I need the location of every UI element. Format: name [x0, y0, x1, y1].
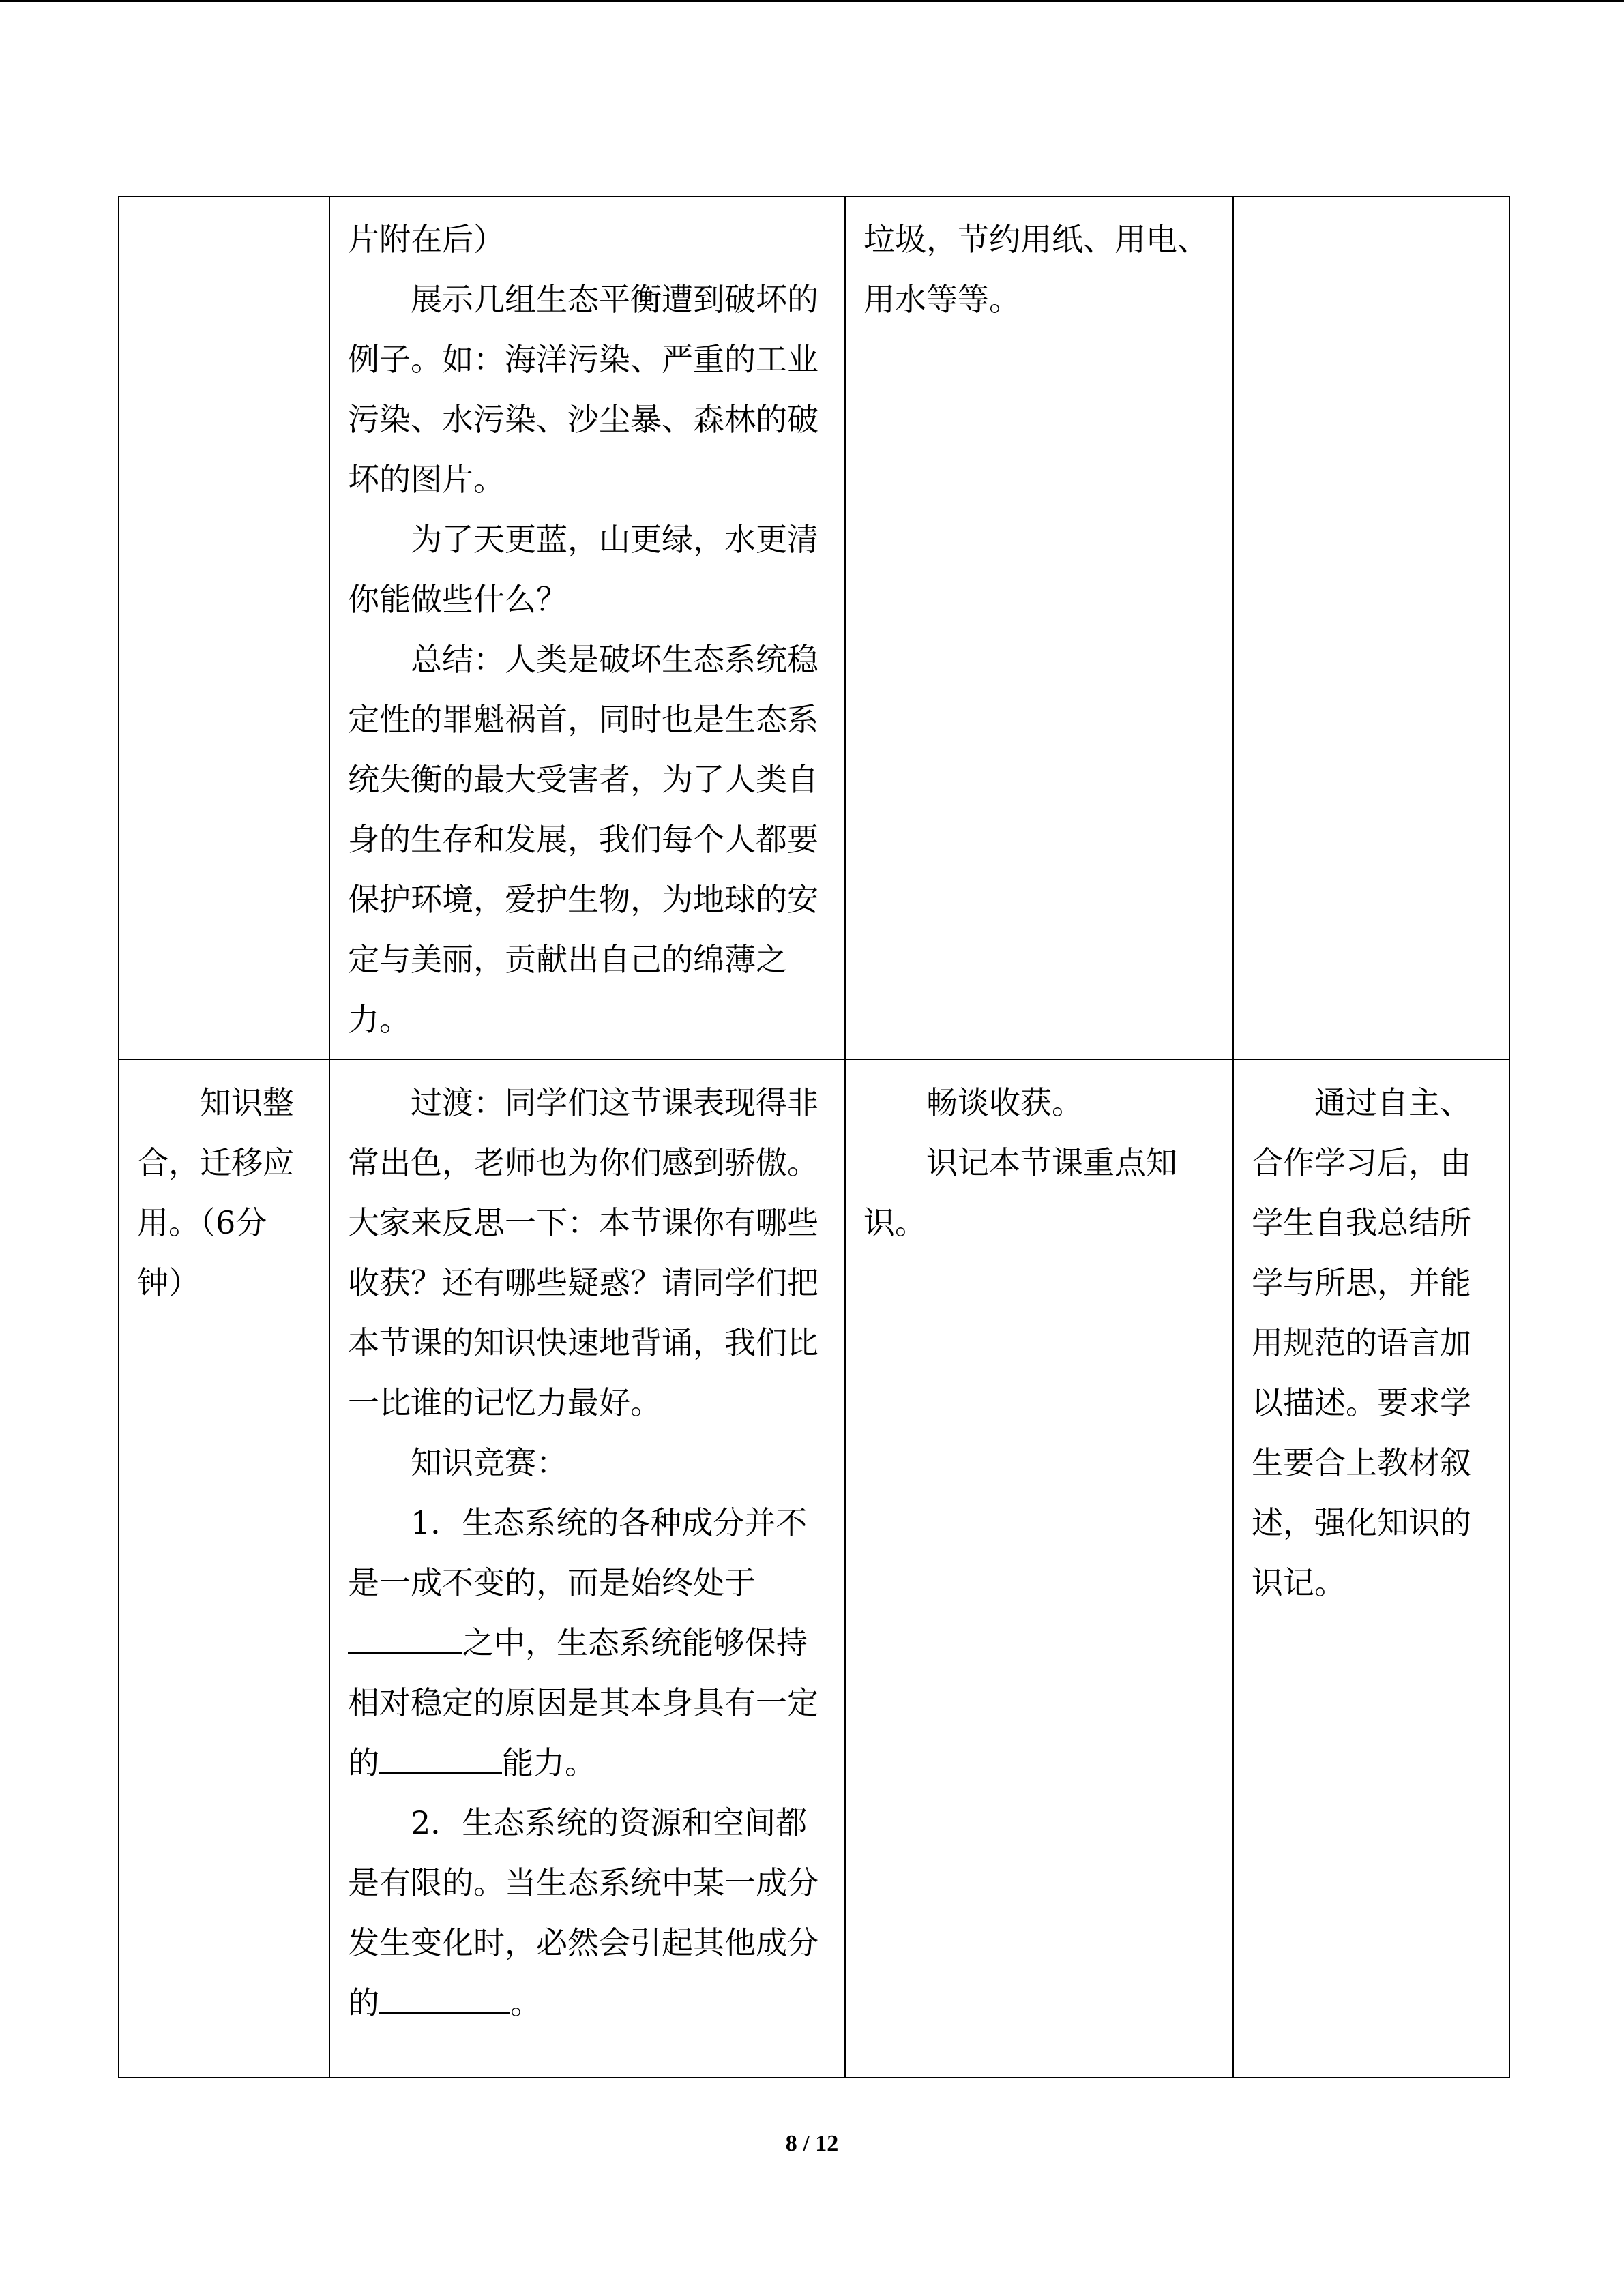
teacher-text-paragraph: 总结：人类是破坏生态系统稳定性的罪魁祸首，同时也是生态系统失衡的最大受害者，为了人类自身的生存和发展，我们每个人都要保护环境，爱护生物，为地球的安定与美丽，贡献出自己的绵薄之力。 [348, 641, 818, 1038]
quiz-text: 1．生态系统的各种成分并不是一成不变的，而是始终处于 [348, 1504, 808, 1601]
fill-blank [348, 1621, 462, 1654]
phase-label: 知识整合，迁移应用。（6分钟） [137, 1084, 294, 1301]
teacher-text-paragraph: 过渡：同学们这节课表现得非常出色，老师也为你们感到骄傲。大家来反思一下：本节课你有哪些收获？还有哪些疑惑？请同学们把本节课的知识快速地背诵，我们比一比谁的记忆力最好。 [348, 1084, 818, 1421]
design-intent-cell [1233, 196, 1509, 1060]
fill-blank [379, 1741, 502, 1774]
student-text-paragraph: 识记本节课重点知识。 [863, 1144, 1177, 1241]
quiz-heading: 知识竞赛： [411, 1444, 567, 1481]
quiz-text: 能力。 [502, 1744, 596, 1781]
quiz-text: 。 [510, 1984, 542, 2021]
teacher-text-line: 片附在后） [348, 221, 505, 258]
design-intent-cell [1233, 1060, 1509, 2078]
student-text-paragraph: 畅谈收获。 [926, 1084, 1083, 1121]
page-top-border [0, 0, 1624, 2]
lesson-plan-table [118, 196, 1510, 2078]
teacher-activity-cell [329, 196, 845, 1060]
teacher-text-paragraph: 为了天更蓝，山更绿，水更清你能做些什么？ [348, 521, 818, 618]
quiz-text: 2．生态系统的资源和空间都是有限的。当生态系统中某一成分发生变化时，必然会引起其他成分的 [348, 1804, 818, 2021]
quiz-question-2 [348, 1793, 827, 2033]
phase-cell [119, 1060, 329, 2078]
phase-cell [119, 196, 329, 1060]
table-row [119, 1060, 1509, 2078]
teacher-activity-cell [329, 1060, 845, 2078]
table-row [119, 196, 1509, 1060]
page-number: 8 / 12 [785, 2131, 839, 2156]
design-intent-text: 通过自主、合作学习后，由学生自我总结所学与所思，并能用规范的语言加以描述。要求学生要合上教材叙述，强化知识的识记。 [1252, 1084, 1471, 1601]
student-text-paragraph: 垃圾，节约用纸、用电、用水等等。 [863, 221, 1209, 318]
quiz-text: 之中，生态系统能够保持相对稳定的原因是其本身具有一定的 [348, 1624, 818, 1781]
student-activity-cell [845, 196, 1233, 1060]
student-activity-cell [845, 1060, 1233, 2078]
fill-blank [379, 1981, 510, 2014]
quiz-question-1 [348, 1493, 827, 1793]
teacher-text-paragraph: 展示几组生态平衡遭到破坏的例子。如：海洋污染、严重的工业污染、水污染、沙尘暴、森林的破坏的图片。 [348, 281, 818, 498]
